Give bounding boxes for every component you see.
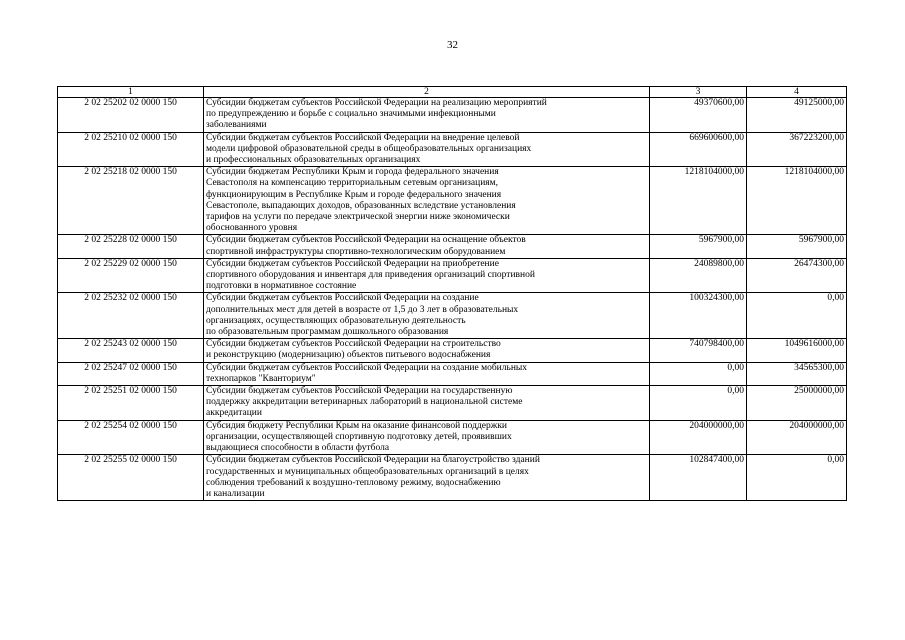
amount-col4: 25000000,00 (747, 386, 847, 421)
table-row (58, 455, 847, 501)
budget-code: 2 02 25251 02 0000 150 (58, 386, 204, 421)
description (204, 132, 650, 167)
description-line: Субсидии бюджетам субъектов Российской Федерации на реализацию мероприятий (206, 98, 547, 108)
budget-code: 2 02 25228 02 0000 150 (58, 235, 204, 258)
column-header-3: 3 (650, 87, 747, 98)
table-row (58, 293, 847, 339)
description-line: Субсидия бюджету Республики Крым на оказание финансовой поддержки (206, 420, 508, 431)
amount-col4: 26474300,00 (747, 258, 847, 293)
table-row (58, 362, 847, 385)
amount-col3: 669600600,00 (650, 132, 747, 167)
table-row (58, 339, 847, 362)
table-row (58, 132, 847, 167)
budget-code: 2 02 25247 02 0000 150 (58, 362, 204, 385)
budget-code: 2 02 25254 02 0000 150 (58, 420, 204, 455)
header-row (58, 87, 847, 98)
amount-col3: 1218104000,00 (650, 167, 747, 235)
description (204, 386, 650, 421)
description-line: спортивной инфраструктуры спортивно-технологическим оборудованием (206, 246, 506, 257)
amount-col3: 0,00 (650, 386, 747, 421)
amount-col4: 0,00 (747, 293, 847, 339)
description (204, 293, 650, 339)
description (204, 258, 650, 293)
budget-code: 2 02 25218 02 0000 150 (58, 167, 204, 235)
description-line: соблюдения требований к воздушно-тепловому режиму, водоснабжению (206, 477, 501, 488)
description-line: спортивного оборудования и инвентаря для приведения организаций спортивной (206, 270, 535, 281)
table-row (58, 167, 847, 235)
description-line: функционирующим в Республике Крым и городе федерального значения (206, 189, 502, 200)
amount-col3: 49370600,00 (650, 98, 747, 133)
table-row (58, 235, 847, 258)
description-line: обоснованного уровня (206, 223, 298, 234)
table-row (58, 98, 847, 133)
description-line: подготовки в нормативное состояние (206, 281, 357, 292)
table-row (58, 386, 847, 421)
description-line: и реконструкцию (модернизацию) объектов питьевого водоснабжения (206, 350, 491, 361)
amount-col3: 102847400,00 (650, 455, 747, 501)
table-row (58, 258, 847, 293)
table-row (58, 420, 847, 455)
budget-code: 2 02 25229 02 0000 150 (58, 258, 204, 293)
budget-code: 2 02 25202 02 0000 150 (58, 98, 204, 133)
description-line: Субсидии бюджетам субъектов Российской Федерации на оснащение объектов (206, 235, 526, 246)
amount-col3: 204000000,00 (650, 420, 747, 455)
table-body (58, 98, 847, 501)
amount-col3: 100324300,00 (650, 293, 747, 339)
description-line: по образовательным программам дошкольного образования (206, 327, 449, 338)
description (204, 362, 650, 385)
description-line: технопарков "Кванториум" (206, 373, 316, 384)
description-line: поддержку аккредитации ветеринарных лабораторий в национальной системе (206, 397, 523, 408)
description-line: Субсидии бюджетам субъектов Российской Федерации на создание мобильных (206, 362, 528, 373)
amount-col4: 1218104000,00 (747, 167, 847, 235)
description-line: аккредитации (206, 408, 262, 419)
amount-col3: 5967900,00 (650, 235, 747, 258)
description-line: организации, осуществляющей спортивную подготовку детей, проявивших (206, 431, 512, 442)
description-line: Субсидии бюджетам субъектов Российской Федерации на государственную (206, 386, 513, 397)
amount-col4: 5967900,00 (747, 235, 847, 258)
description (204, 339, 650, 362)
description-line: Субсидии бюджетам Республики Крым и города федерального значения (206, 167, 499, 178)
description (204, 98, 650, 133)
description-line: Севастополя на компенсацию территориальным сетевым организациям, (206, 178, 499, 189)
description-line: модели цифровой образовательной среды в общеобразовательных организациях (206, 143, 532, 154)
description-line: по предупреждению и борьбе с социально значимыми инфекционными (206, 109, 496, 120)
description-line: Субсидии бюджетам субъектов Российской Федерации на внедрение целевой (206, 132, 520, 143)
description-line: и канализации (206, 488, 265, 499)
description-line: Субсидии бюджетам субъектов Российской Федерации на приобретение (206, 258, 499, 269)
description (204, 235, 650, 258)
column-header-2: 2 (204, 87, 650, 98)
amount-col4: 1049616000,00 (747, 339, 847, 362)
description (204, 455, 650, 501)
amount-col4: 49125000,00 (747, 98, 847, 133)
description-line: тарифов на услуги по передаче электрической энергии ниже экономически (206, 212, 510, 223)
description-line: Севастополе, выпадающих доходов, образованных вследствие установления (206, 200, 516, 211)
amount-col3: 740798400,00 (650, 339, 747, 362)
budget-code: 2 02 25255 02 0000 150 (58, 455, 204, 501)
description-line: государственных и муниципальных общеобразовательных организаций в целях (206, 466, 529, 477)
budget-code: 2 02 25210 02 0000 150 (58, 132, 204, 167)
description-line: заболеваниями (206, 120, 267, 131)
description-line: и профессиональных образовательных организациях (206, 155, 421, 166)
amount-col3: 24089800,00 (650, 258, 747, 293)
column-header-4: 4 (747, 87, 847, 98)
amount-col3: 0,00 (650, 362, 747, 385)
description-line: Субсидии бюджетам субъектов Российской Федерации на строительство (206, 339, 501, 350)
description-line: выдающиеся способности в области футбола (206, 443, 390, 454)
amount-col4: 34565300,00 (747, 362, 847, 385)
description-line: дополнительных мест для детей в возрасте от 1,5 до 3 лет в образовательных (206, 304, 519, 315)
description (204, 420, 650, 455)
description (204, 167, 650, 235)
description-line: организациях, осуществляющих образовательную деятельность (206, 315, 466, 326)
description-line: Субсидии бюджетам субъектов Российской Федерации на создание (206, 293, 479, 304)
amount-col4: 204000000,00 (747, 420, 847, 455)
column-header-1: 1 (58, 87, 204, 98)
amount-col4: 0,00 (747, 455, 847, 501)
description-line: Субсидии бюджетам субъектов Российской Федерации на благоустройство зданий (206, 455, 540, 466)
page-number: 32 (447, 39, 458, 51)
amount-col4: 367223200,00 (747, 132, 847, 167)
budget-code: 2 02 25243 02 0000 150 (58, 339, 204, 362)
budget-code: 2 02 25232 02 0000 150 (58, 293, 204, 339)
budget-table (57, 86, 847, 501)
